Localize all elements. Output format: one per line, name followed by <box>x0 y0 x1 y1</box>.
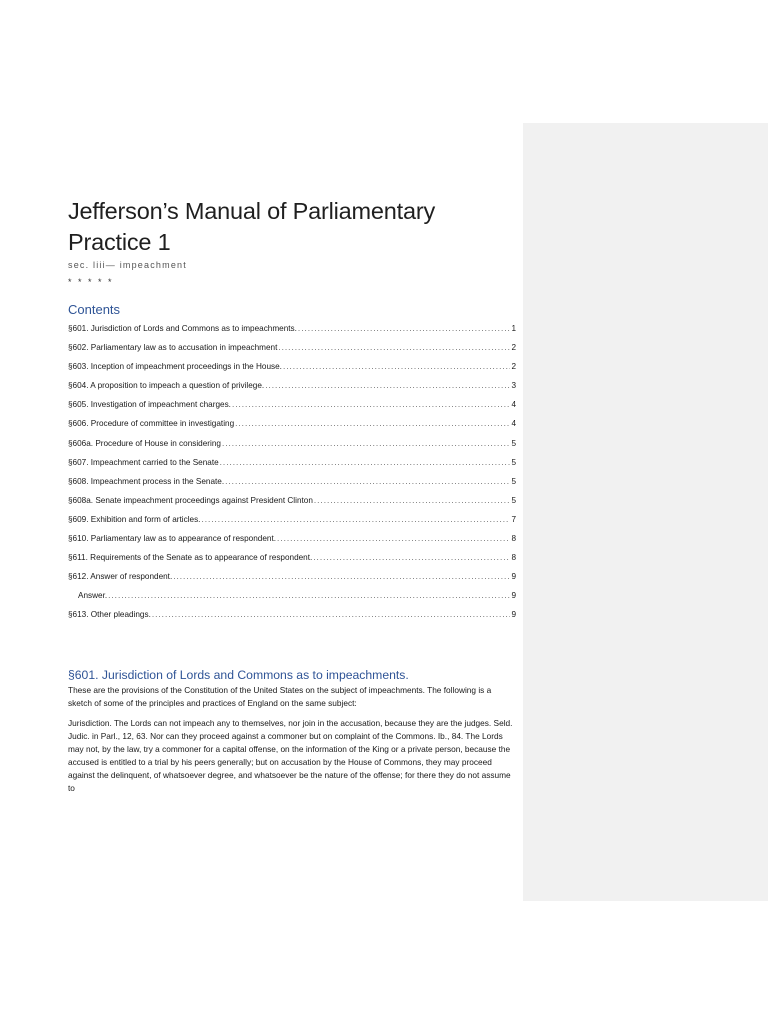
body-paragraph: Jurisdiction. The Lords can not impeach any to themselves, nor join in the accusation, because they are the judges. Seld. Judic. in Parl., 12, 63. Nor can they proceed against a commoner but on complaint of the Commons. Ib., 84. The Lords may not, by the law, try a commoner for a capital offense, on the information of the King or a private person, because the accused is entitled to a trial by his peers generally; but on accusation by the House of Commons, they may proceed against the delinquent, of whatsoever degree, and whatsoever be the nature of the offense; for there they do not assume to <box>68 717 513 793</box>
toc-entry-page: 7 <box>511 514 516 524</box>
toc-entry[interactable] <box>68 395 516 414</box>
toc-entry-page: 5 <box>511 476 516 486</box>
toc-entry-label: §610. Parliamentary law as to appearance of respondent. <box>68 534 277 544</box>
toc-entry-page: 5 <box>511 495 516 505</box>
toc-leader-dots <box>277 529 510 548</box>
toc-entry-page: 2 <box>511 362 516 372</box>
toc-leader-dots <box>201 510 510 529</box>
body-paragraph: These are the provisions of the Constitution of the United States on the subject of impeachments. The following is a sketch of some of the principles and practices of England on the same subject: <box>68 684 492 708</box>
toc-entry-label: §611. Requirements of the Senate as to appearance of respondent. <box>68 553 313 563</box>
toc-entry-label: §607. Impeachment carried to the Senate <box>68 457 219 467</box>
toc-entry[interactable] <box>68 510 516 529</box>
toc-entry-page: 4 <box>511 400 516 410</box>
document-title: Jefferson’s Manual of Parliamentary Practice 1 <box>68 198 436 255</box>
toc-leader-dots <box>152 605 511 624</box>
toc-entry-page: 5 <box>511 457 516 467</box>
toc-entry[interactable] <box>68 605 516 624</box>
table-of-contents <box>68 319 516 625</box>
toc-leader-dots <box>220 453 511 472</box>
toc-entry[interactable] <box>68 529 516 548</box>
section-separator: * * * * * <box>68 277 114 287</box>
toc-entry-page: 1 <box>511 324 516 333</box>
toc-entry[interactable] <box>68 376 516 395</box>
toc-entry-label: §601. Jurisdiction of Lords and Commons as to impeachments. <box>68 324 297 333</box>
toc-leader-dots <box>313 548 510 567</box>
toc-entry[interactable] <box>68 586 516 605</box>
toc-leader-dots <box>314 491 511 510</box>
toc-entry-page: 8 <box>511 534 516 544</box>
document-page <box>68 196 516 795</box>
toc-entry-page: 3 <box>511 381 516 391</box>
toc-leader-dots <box>298 319 511 338</box>
toc-entry-page: 9 <box>511 591 516 601</box>
toc-entry[interactable] <box>68 414 516 433</box>
toc-leader-dots <box>225 472 510 491</box>
toc-entry-page: 9 <box>511 572 516 582</box>
toc-leader-dots <box>108 586 510 605</box>
toc-entry[interactable] <box>68 491 516 510</box>
toc-leader-dots <box>283 357 511 376</box>
toc-entry-label: §605. Investigation of impeachment charges. <box>68 400 231 410</box>
comment-pane <box>523 123 768 901</box>
toc-entry-label: §609. Exhibition and form of articles. <box>68 514 201 524</box>
toc-leader-dots <box>235 414 510 433</box>
toc-leader-dots <box>278 338 510 357</box>
toc-entry-label: §612. Answer of respondent. <box>68 572 173 582</box>
section-body <box>68 684 516 795</box>
toc-entry[interactable] <box>68 472 516 491</box>
toc-entry[interactable] <box>68 357 516 376</box>
document-subtitle: sec. liii— impeachment <box>68 260 187 270</box>
toc-entry-page: 5 <box>511 438 516 448</box>
toc-entry[interactable] <box>68 319 516 338</box>
toc-entry[interactable] <box>68 567 516 586</box>
toc-leader-dots <box>222 434 511 453</box>
toc-entry-label: §608a. Senate impeachment proceedings against President Clinton <box>68 495 313 505</box>
toc-entry[interactable] <box>68 548 516 567</box>
toc-entry-page: 2 <box>511 343 516 353</box>
toc-entry[interactable] <box>68 453 516 472</box>
toc-entry-label: §613. Other pleadings. <box>68 610 151 620</box>
toc-entry-page: 9 <box>511 610 516 620</box>
toc-entry[interactable] <box>68 434 516 453</box>
toc-entry-label: §602. Parliamentary law as to accusation in impeachment <box>68 343 278 353</box>
toc-entry-label: §606a. Procedure of House in considering <box>68 438 221 448</box>
toc-leader-dots <box>265 376 510 395</box>
toc-entry-label: §603. Inception of impeachment proceedings in the House. <box>68 362 282 372</box>
toc-entry-label: §606. Procedure of committee in investigating <box>68 419 235 429</box>
toc-entry-label: Answer. <box>78 591 108 601</box>
contents-heading: Contents <box>68 302 121 317</box>
toc-leader-dots <box>173 567 510 586</box>
toc-entry-page: 8 <box>511 553 516 563</box>
toc-entry-label: §604. A proposition to impeach a question of privilege. <box>68 381 265 391</box>
toc-entry-page: 4 <box>511 419 516 429</box>
toc-entry[interactable] <box>68 338 516 357</box>
toc-entry-label: §608. Impeachment process in the Senate. <box>68 476 225 486</box>
toc-leader-dots <box>232 395 510 414</box>
section-heading: §601. Jurisdiction of Lords and Commons as to impeachments. <box>68 667 409 682</box>
